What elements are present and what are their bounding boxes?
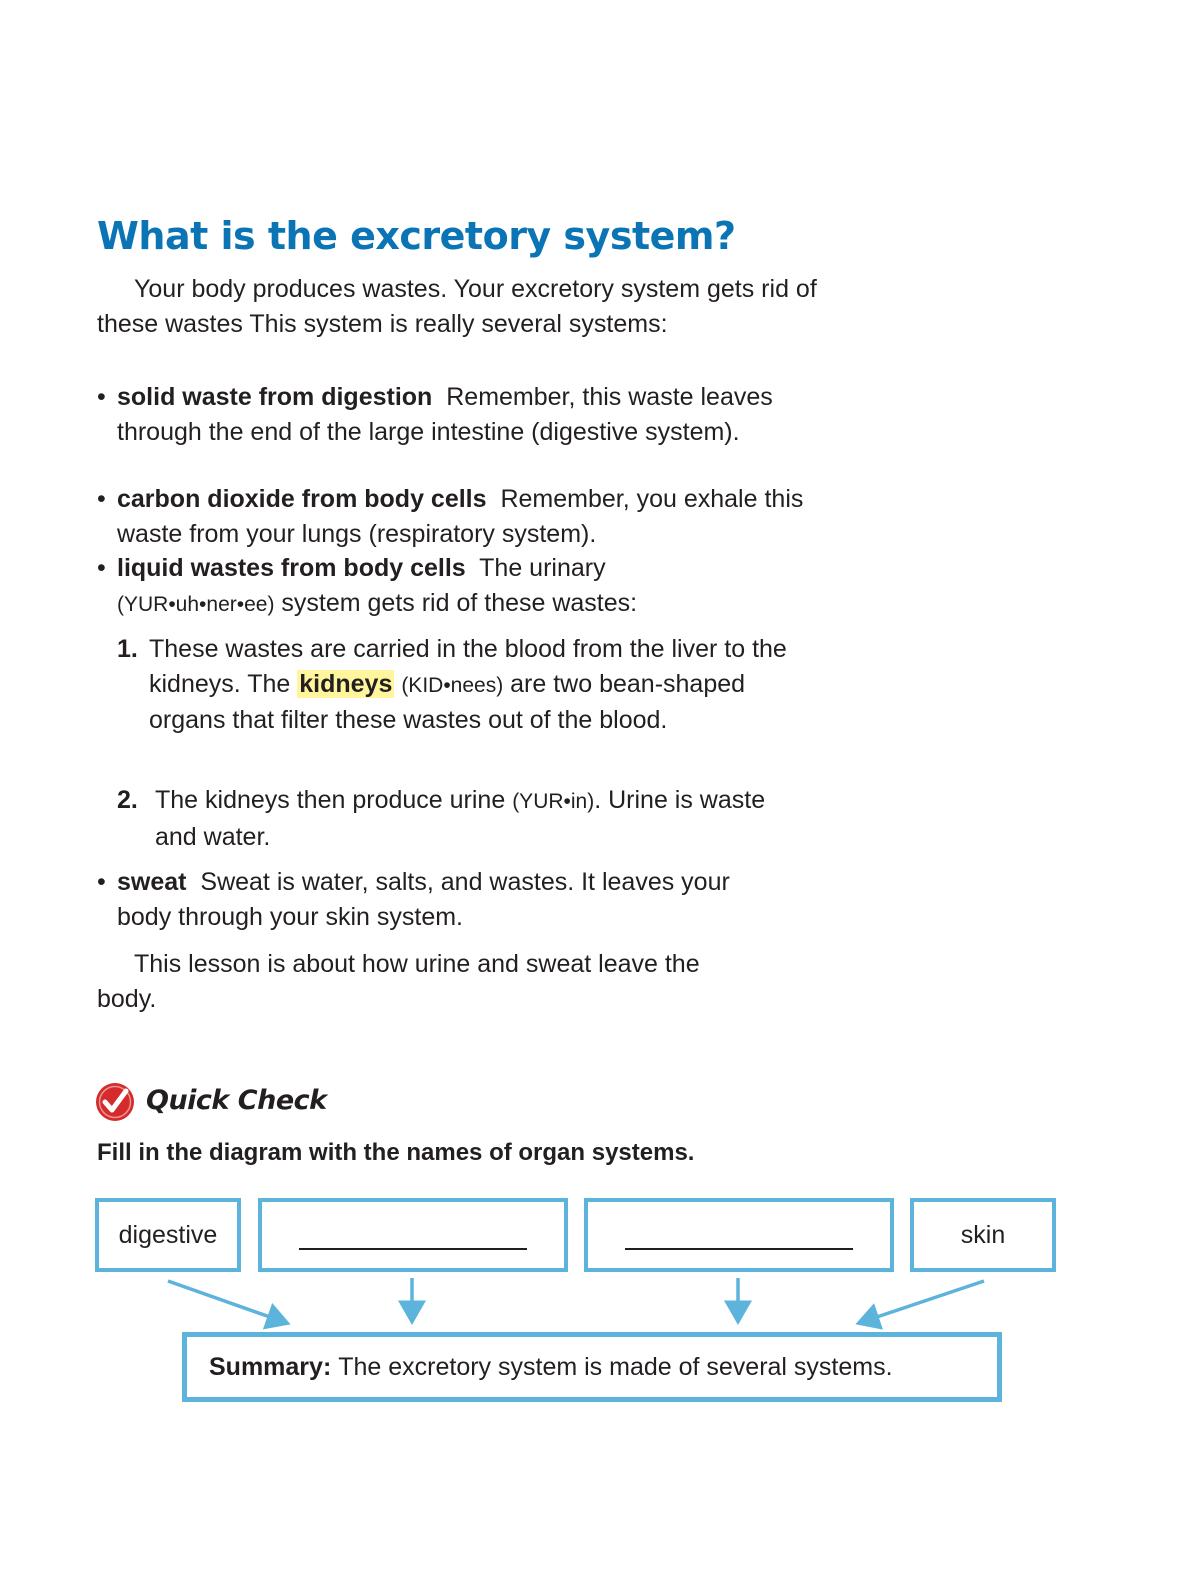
bullet-term: liquid wastes from body cells [117,554,466,582]
bullet-term: solid waste from digestion [117,383,433,411]
quick-check-title: Quick Check [146,1085,327,1116]
step-number: 2. [117,786,138,814]
bullet-dot: • [97,554,106,582]
bullet-text: The urinary [479,554,606,582]
bullet-text: Remember, you exhale this waste from your lungs (respiratory system). [117,485,804,548]
step-number: 1. [117,635,138,663]
step-text: . Urine is waste and water. [155,786,766,851]
summary-label: Summary: [209,1352,332,1381]
organ-box-label: skin [960,1220,1006,1249]
bullet-term: carbon dioxide from body cells [117,485,487,513]
page-title: What is the excretory system? [97,214,736,258]
pronunciation: (KID•nees) [401,673,504,697]
bullet-term: sweat [117,868,187,896]
bullet-dot: • [97,485,106,513]
bullet-text: Remember, this waste leaves through the end of the large intestine (digestive system). [117,383,773,446]
organ-box-label: digestive [118,1220,218,1249]
pronunciation: (YUR•in) [512,790,595,813]
summary-box [182,1332,1002,1402]
step-text: These wastes are carried in the blood from the liver to the kidneys. The [149,635,787,698]
bullet-text: system gets rid of these wastes: [281,588,638,617]
closing-text: This lesson is about how urine and sweat leave the body. [97,950,700,1013]
highlighted-term: kidneys [299,669,393,698]
bullet-dot: • [97,868,106,896]
pronunciation: (YUR•uh•ner•ee) [117,592,275,616]
quick-check-instruction: Fill in the diagram with the names of organ systems. [97,1139,695,1166]
step-text: The kidneys then produce urine [155,786,506,814]
arrow [168,1281,284,1322]
bullet-text: Sweat is water, salts, and wastes. It leaves your body through your skin system. [117,868,730,931]
step-text: are two bean-shaped organs that filter these wastes out of the blood. [149,669,746,734]
arrow [862,1281,984,1322]
summary-text: The excretory system is made of several systems. [338,1352,893,1381]
bullet-dot: • [97,383,106,411]
intro-text: Your body produces wastes. Your excretory system gets rid of these wastes This system is really several systems: [97,275,817,338]
